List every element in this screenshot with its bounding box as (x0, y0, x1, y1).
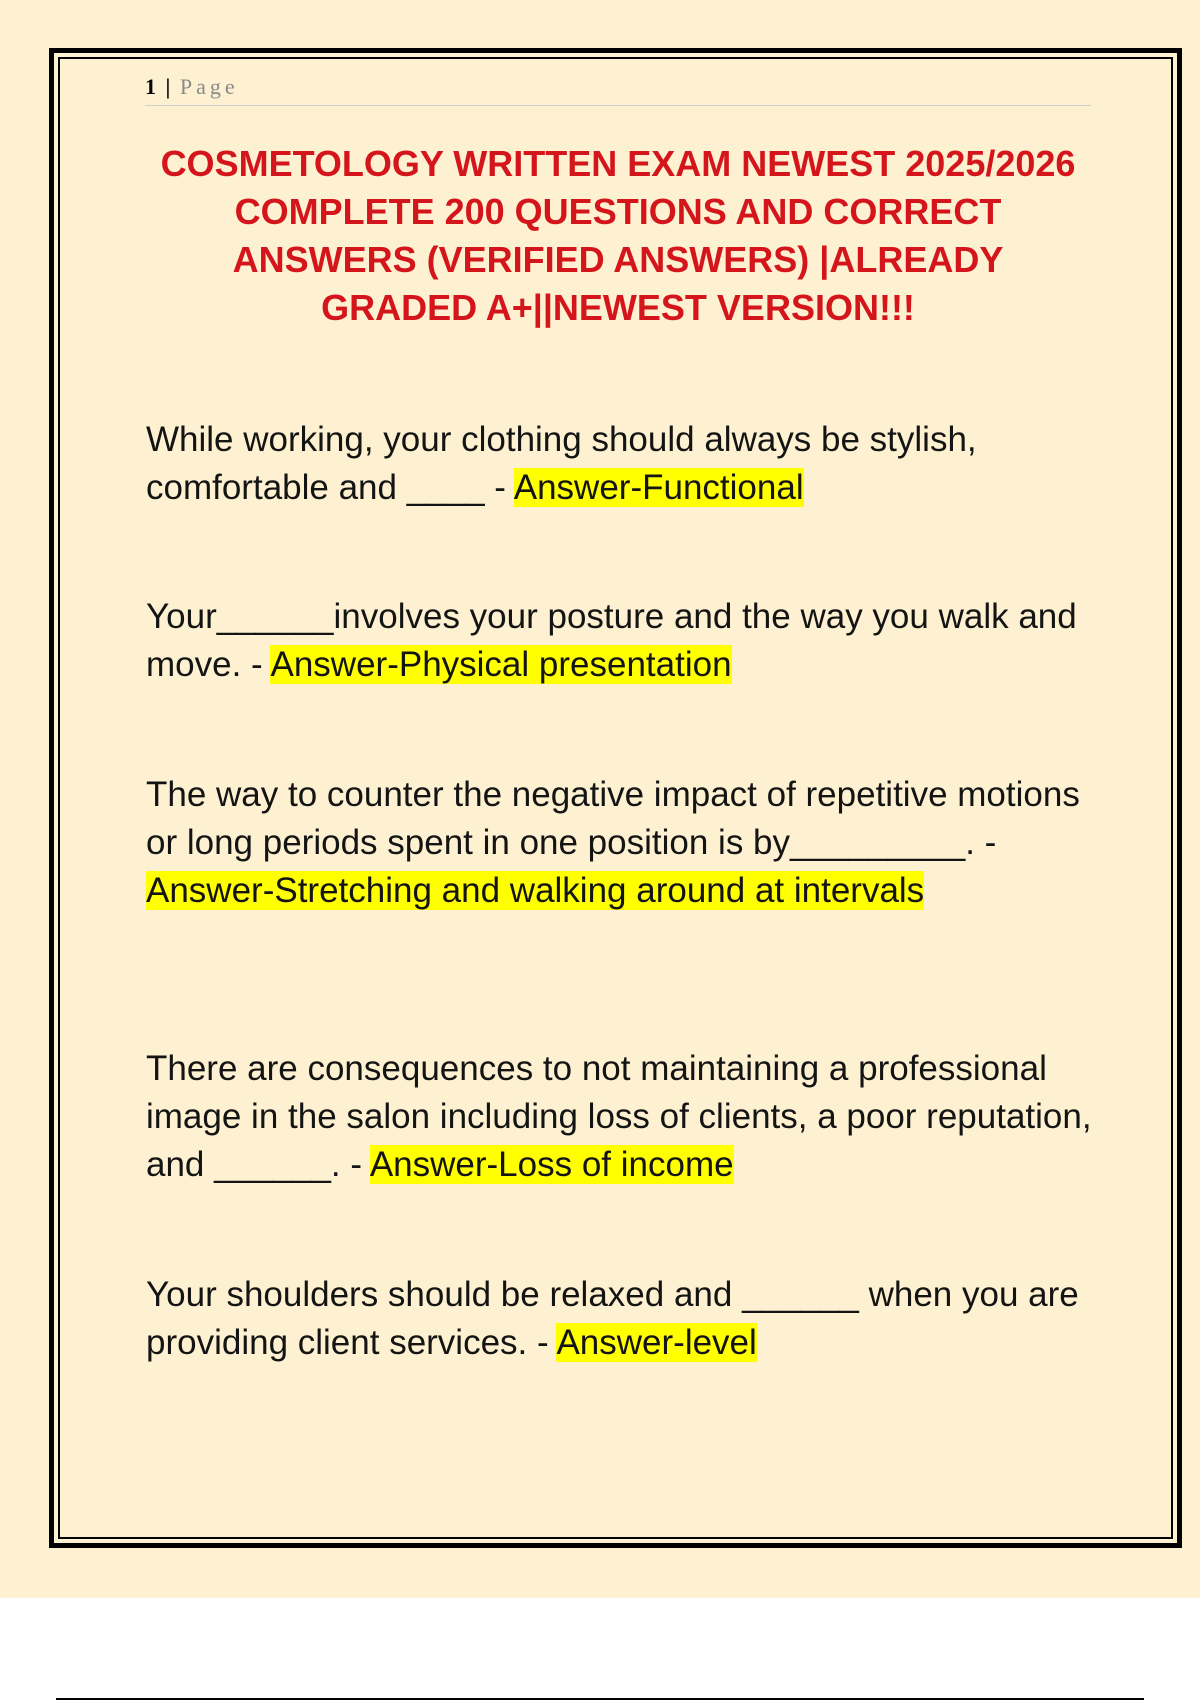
question-text: The way to counter the negative impact of repetitive motions or long periods spent in one position is by_________. - (146, 775, 1080, 862)
question-text: There are consequences to not maintaining a professional image in the salon including loss of clients, a poor reputation, and ______. - (146, 1049, 1092, 1184)
qa-item-1 (146, 416, 1106, 512)
qa-item-2 (146, 593, 1106, 689)
document-title (130, 140, 1106, 332)
page-header (145, 74, 1091, 106)
answer-highlight: Answer-Loss of income (369, 1145, 734, 1184)
question-text: While working, your clothing should always be stylish, comfortable and ____ - (146, 420, 977, 507)
answer-highlight: Answer-Functional (513, 468, 804, 507)
answer-highlight: Answer-level (556, 1323, 757, 1362)
question-text: Your______involves your posture and the way you walk and move. - (146, 597, 1077, 684)
qa-item-3 (146, 771, 1106, 915)
answer-highlight: Answer-Stretching and walking around at intervals (146, 871, 925, 910)
qa-item-5 (146, 1271, 1106, 1367)
title-line-2: COMPLETE 200 QUESTIONS AND CORRECT (234, 191, 1002, 232)
title-line-3: ANSWERS (VERIFIED ANSWERS) |ALREADY (232, 239, 1004, 280)
page-number: 1 (145, 74, 156, 99)
qa-item-4 (146, 1045, 1106, 1189)
page-header-separator: | (165, 74, 171, 99)
question-text: Your shoulders should be relaxed and ______ when you are providing client services. - (146, 1275, 1079, 1362)
answer-highlight: Answer-Physical presentation (270, 645, 732, 684)
title-line-4: GRADED A+||NEWEST VERSION!!! (321, 287, 915, 328)
page-header-label: Page (179, 74, 239, 99)
title-line-1: COSMETOLOGY WRITTEN EXAM NEWEST 2025/2026 (160, 143, 1076, 184)
